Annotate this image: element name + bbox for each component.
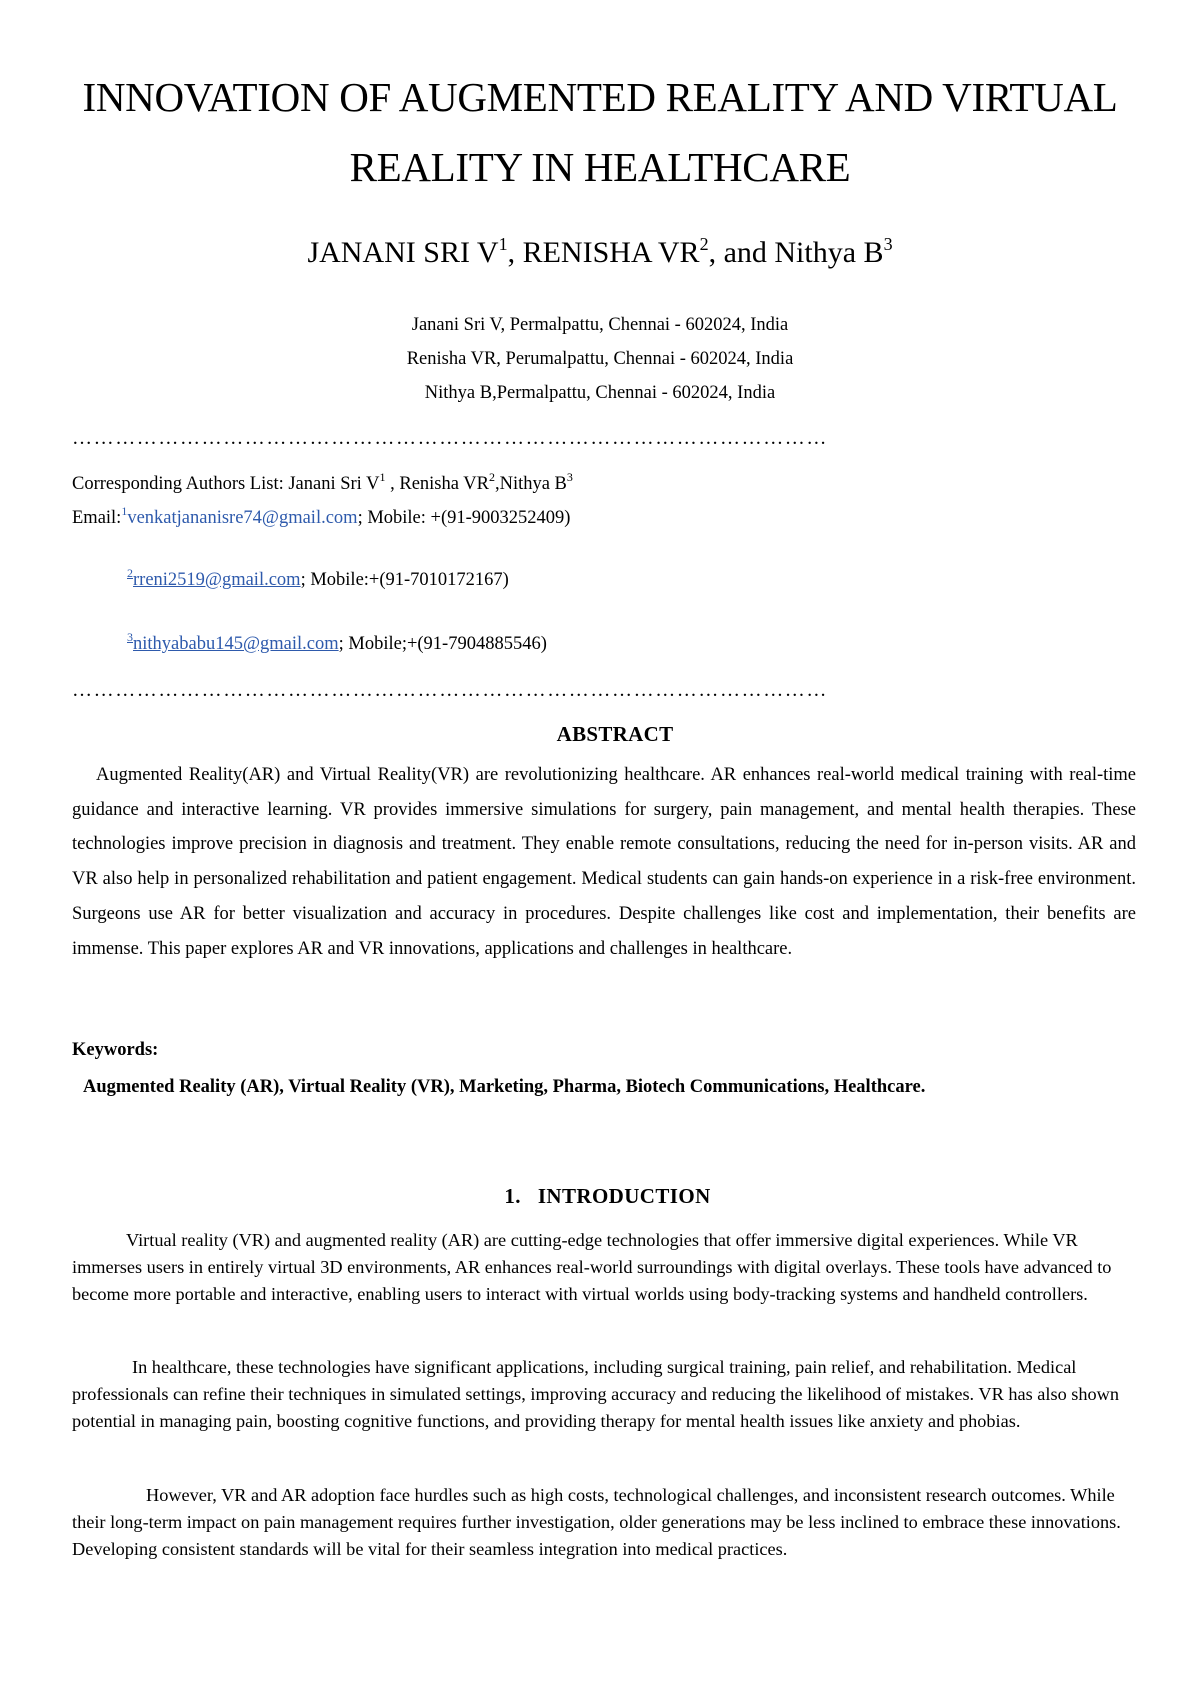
author-2-sup: 2 [699,234,709,254]
keywords-text: Augmented Reality (AR), Virtual Reality (VR), Marketing, Pharma, Biotech Communications, Healthcare. [83,1077,926,1097]
dotted-separator-bottom: …………………………………………………………………………………………… [72,680,828,700]
author-list [0,234,1200,272]
title-line-1: INNOVATION OF AUGMENTED REALITY AND VIRTUAL [82,74,1118,120]
title-line-2: REALITY IN HEALTHCARE [349,144,851,190]
corresponding-mid-1: , Renisha VR [385,474,489,494]
abstract-heading: ABSTRACT [556,722,674,746]
keywords-label: Keywords: [72,1040,159,1060]
email-1-link[interactable]: venkatjananisre74@gmail.com [127,508,358,528]
introduction-heading: 1. INTRODUCTION [504,1184,711,1208]
email-row-3 [127,630,547,658]
email-row-2 [127,566,509,594]
author-3-sup: 3 [883,234,893,254]
email-3-link[interactable]: nithyababu145@gmail.com [133,634,339,654]
email-3-mobile: ; Mobile;+(91-7904885546) [338,634,547,654]
intro-paragraph-3: However, VR and AR adoption face hurdles such as high costs, technological challenges, and inconsistent research outcomes. While their long-term impact on pain management requires further investigation, older generations may be less inclined to embrace these innovations. Developing consistent standards will be vital for their seamless integration into medical practices. [72,1485,1121,1560]
email-1-mobile: ; Mobile: +(91-9003252409) [357,508,571,528]
author-2: RENISHA VR [522,236,700,269]
dotted-separator-top: …………………………………………………………………………………………… [72,428,828,448]
abstract-body: Augmented Reality(AR) and Virtual Reality(VR) are revolutionizing healthcare. AR enhances real-world medical training with real-time guidance and interactive learning. VR provides immersive simulations for surgery, pain management, and mental health therapies. These technologies improve precision in diagnosis and treatment. They enable remote consultations, reducing the need for in-person visits. AR and VR also help in personalized rehabilitation and patient engagement. Medical students can gain hands-on experience in a risk-free environment. Surgeons use AR for better visualization and accuracy in procedures. Despite challenges like cost and implementation, their benefits are immense. This paper explores AR and VR innovations, applications and challenges in healthcare. [72,765,1136,959]
email-2-sup: 2 [127,566,133,580]
affiliations [0,308,1200,410]
intro-paragraph-2: In healthcare, these technologies have significant applications, including surgical training, pain relief, and rehabilitation. Medical professionals can refine their techniques in simulated settings, improving accuracy and reducing the likelihood of mistakes. VR has also shown potential in managing pain, boosting cognitive functions, and providing therapy for mental health issues like anxiety and phobias. [72,1357,1120,1432]
email-label: Email: [72,508,122,528]
corresponding-sup-2: 2 [488,470,495,484]
intro-paragraph-1: Virtual reality (VR) and augmented reality (AR) are cutting-edge technologies that offer immersive digital experiences. While VR immerses users in entirely virtual 3D environments, AR enhances real-world surroundings with digital overlays. These tools have advanced to become more portable and interactive, enabling users to interact with virtual worlds using body-tracking systems and handheld controllers. [72,1230,1112,1305]
corresponding-sup-1: 1 [379,470,386,484]
email-row-1 [72,504,570,532]
affiliation-3: Nithya B,Permalpattu, Chennai - 602024, India [424,383,776,403]
affiliation-1: Janani Sri V, Permalpattu, Chennai - 602024, India [411,315,789,335]
corresponding-authors [72,466,573,502]
email-2-mobile: ; Mobile:+(91-7010172167) [300,570,509,590]
author-1: JANANI SRI V [307,236,499,269]
affiliation-2: Renisha VR, Perumalpattu, Chennai - 602024, India [406,349,794,369]
author-1-sup: 1 [498,234,508,254]
corresponding-sup-3: 3 [566,470,573,484]
email-2-link[interactable]: rreni2519@gmail.com [133,570,301,590]
author-sep-2: , and [708,236,775,269]
paper-title [60,62,1140,202]
author-sep-1: , [507,236,523,269]
author-3: Nithya B [774,236,884,269]
email-3-sup: 3 [127,630,133,644]
email-1-sup: 1 [121,504,128,518]
corresponding-label: Corresponding Authors List: Janani Sri V [72,474,380,494]
corresponding-mid-2: ,Nithya B [494,474,567,494]
